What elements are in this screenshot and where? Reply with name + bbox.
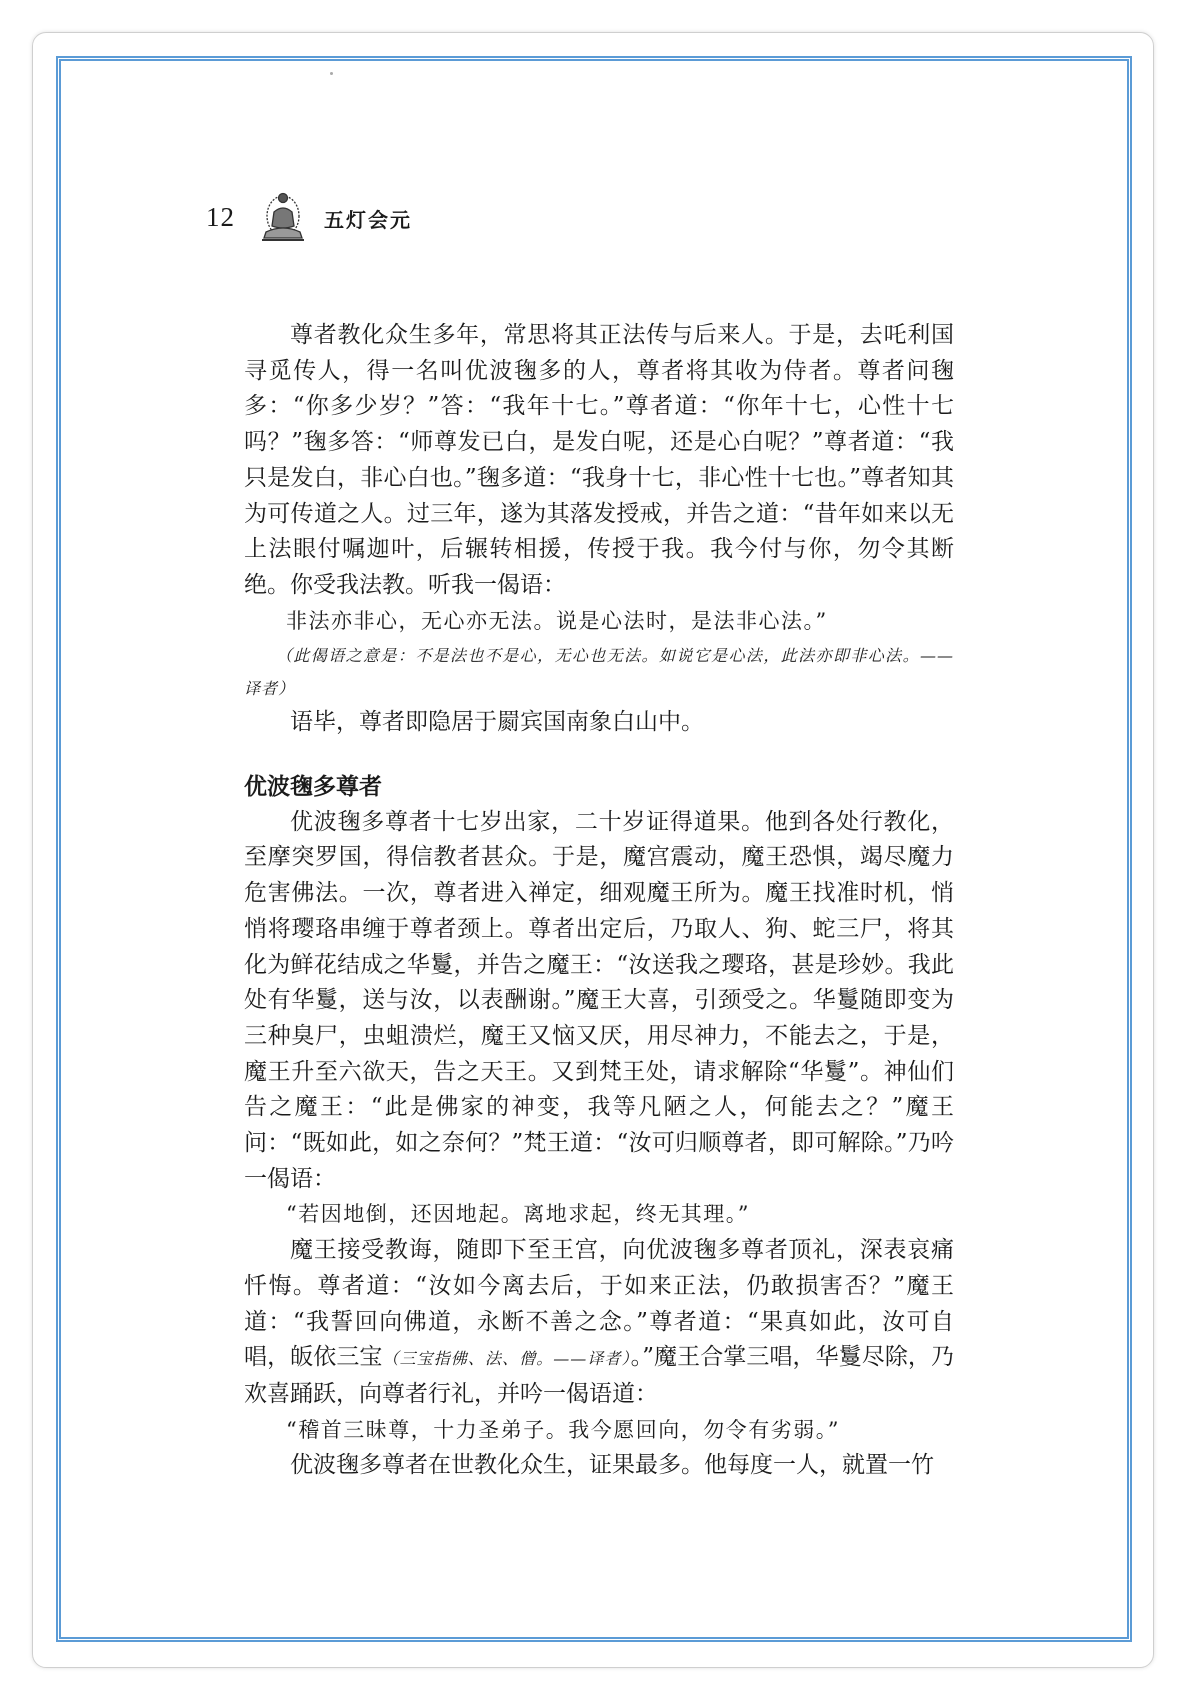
paragraph-3: 优波毱多尊者十七岁出家，二十岁证得道果。他到各处行教化，至摩突罗国，得信教者甚众。于是，魔宫震动，魔王恐惧，竭尽魔力危害佛法。一次，尊者进入禅定，细观魔王所为。魔王找准时机，悄悄将璎珞串缠于尊者颈上。尊者出定后，乃取人、狗、蛇三尸，将其化为鲜花结成之华鬘，并告之魔王：“汝送我之璎珞，甚是珍妙。我此处有华鬘，送与汝，以表酬谢。”魔王大喜，引颈受之。华鬘随即变为三种臭尸，虫蛆溃烂，魔王又恼又厌，用尽神力，不能去之，于是，魔王升至六欲天，告之天王。又到梵王处，请求解除“华鬘”。神仙们告之魔王：“此是佛家的神变，我等凡陋之人，何能去之？”魔王问：“既如此，如之奈何？”梵王道：“汝可归顺尊者，即可解除。”乃吟一偈语： — [244, 808, 954, 1192]
paragraph-1: 尊者教化众生多年，常思将其正法传与后来人。于是，去吒利国寻觅传人，得一名叫优波毱多的人，尊者将其收为侍者。尊者问毱多：“你多少岁？”答：“我年十七。”尊者道：“你年十七，心性十七吗？”毱多答：“师尊发已白，是发白呢，还是心白呢？”尊者道：“我只是发白，非心白也。”毱多道：“我身十七，非心性十七也。”尊者知其为可传道之人。过三年，遂为其落发授戒，并告之道：“昔年如来以无上法眼付嘱迦叶，后辗转相援，传授于我。我今付与你，勿令其断绝。你受我法教。听我一偈语： — [244, 322, 954, 598]
verse-3: “稽首三昧尊，十力圣弟子。我今愿回向，勿令有劣弱。” — [286, 1417, 840, 1442]
page-body — [244, 318, 954, 1484]
running-header — [206, 186, 966, 242]
page-number: 12 — [206, 202, 235, 232]
paragraph-5: 优波毱多尊者在世教化众生，证果最多。他每度一人，就置一竹 — [290, 1452, 934, 1479]
paragraph-4-text-a: 魔王接受教诲，随即下至王宫，向优波毱多尊者顶礼，深表哀痛忏悔。尊者道：“汝如今离去后，于如来正法，仍敢损害否？”魔王道：“我誓回向佛道，永断不善之念。”尊者道：“果真如此，汝可自唱，皈依三宝 — [244, 1237, 954, 1371]
book-title: 五灯会元 — [324, 208, 412, 232]
seated-buddha-icon — [258, 186, 308, 242]
paragraph-2: 语毕，尊者即隐居于罽宾国南象白山中。 — [290, 709, 704, 736]
verse-2: “若因地倒，还因地起。离地求起，终无其理。” — [286, 1202, 750, 1227]
section-title: 优波毱多尊者 — [244, 773, 382, 801]
verse-1: 非法亦非心，无心亦无法。说是心法时，是法非心法。” — [286, 608, 828, 633]
print-speck — [330, 72, 333, 75]
paragraph-4 — [244, 1233, 954, 1413]
translator-note-1: （此偈语之意是：不是法也不是心，无心也无法。如说它是心法，此法亦即非心法。——译者） — [244, 646, 954, 699]
translator-note-2: （三宝指佛、法、僧。——译者） — [382, 1349, 631, 1369]
paragraph-4-text-b: 。”魔王合掌三唱，华鬘尽除，乃欢喜踊跃，向尊者行礼，并吟一偈语道： — [244, 1344, 954, 1407]
